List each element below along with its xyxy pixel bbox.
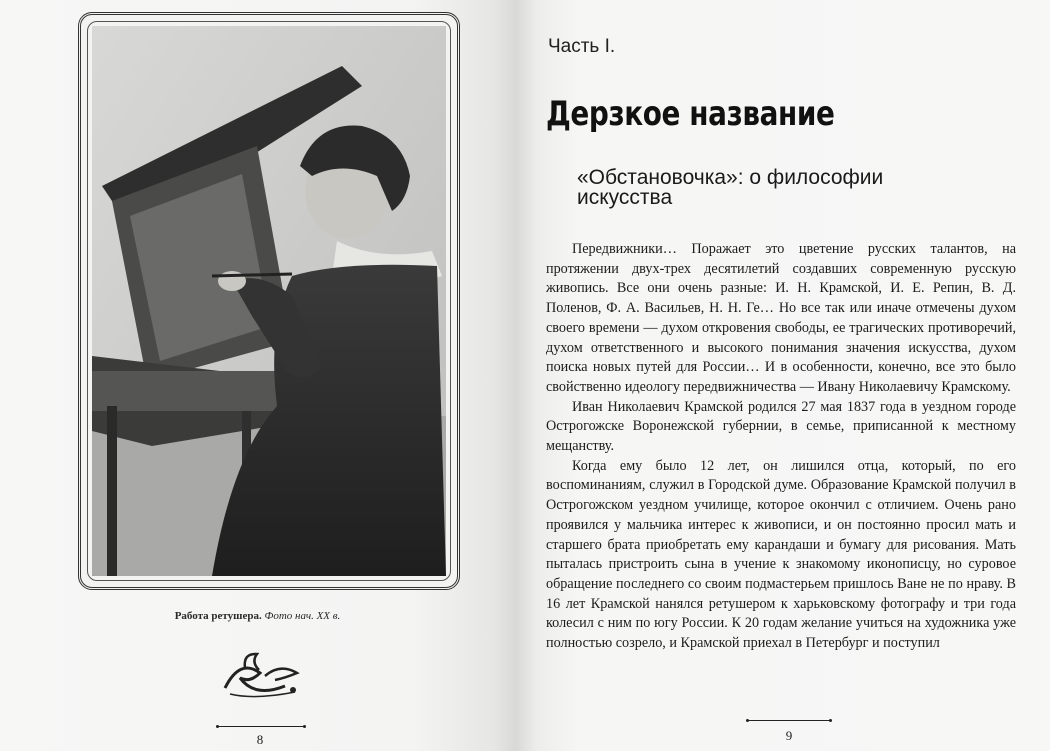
folio-rule — [218, 726, 304, 727]
floral-ornament-icon — [215, 648, 305, 708]
paragraph: Иван Николаевич Крамской родился 27 мая 1837 года в уездном городе Острогожске Воронежской губернии, в семье, приписанной к местному мещанству. — [546, 398, 1016, 455]
photo-caption — [0, 610, 515, 622]
page-number-left: 8 — [256, 732, 264, 747]
section-title-line: искусства — [577, 186, 673, 209]
section-title — [577, 168, 997, 208]
part-label: Часть I. — [548, 36, 616, 57]
paragraph: Когда ему было 12 лет, он лишился отца, который, по его воспоминаниям, служил в Городской думе. Образование Крамской получил в Острогожском уездном училище, которое окончил с отличием. Очень рано проявился у мальчика интерес к живописи, и он постоянно просил мать и старшего брата приобретать ему карандаши и бумагу для рисования. Мать пыталась пристроить сына в учение к знакомому иконописцу, но суровое обращение последнего со своим подмастерьем пришлось Ване не по нраву. В 16 лет Крамской нанялся ретушером к харьковскому фотографу и три года колесил с ним по югу России. К 20 годам желание учиться на художника уже полностью созрело, и Крамской приехал в Петербург и поступил — [546, 457, 1016, 652]
page-number-right: 9 — [785, 728, 793, 743]
retoucher-photo — [92, 26, 446, 576]
left-page — [0, 0, 515, 751]
caption-title: Работа ретушера. — [174, 610, 262, 622]
body-text — [546, 240, 1016, 654]
folio-rule — [748, 720, 830, 721]
paragraph: Передвижники… Поражает это цветение русских талантов, на протяжении двух-трех десятилетий создавших современную русскую живопись. Все они очень разные: И. Н. Крамской, И. Е. Репин, В. Д. Поленов, Ф. А. Васильев, Н. Н. Ге… Но все так или иначе отмечены духом своего времени — духом откровения свободы, ее трагических противоречий, духом ответственного и высокого понимания значения искусства, духом поиска новых путей для России… И в особенности, конечно, все это было свойственно идеологу передвижничества — Ивану Николаевичу Крамскому. — [546, 241, 1016, 395]
caption-text: Фото нач. XX в. — [261, 610, 341, 622]
chapter-title: Дерзкое название — [546, 94, 835, 134]
section-title-line: «Обстановочка»: о философии — [577, 166, 884, 189]
